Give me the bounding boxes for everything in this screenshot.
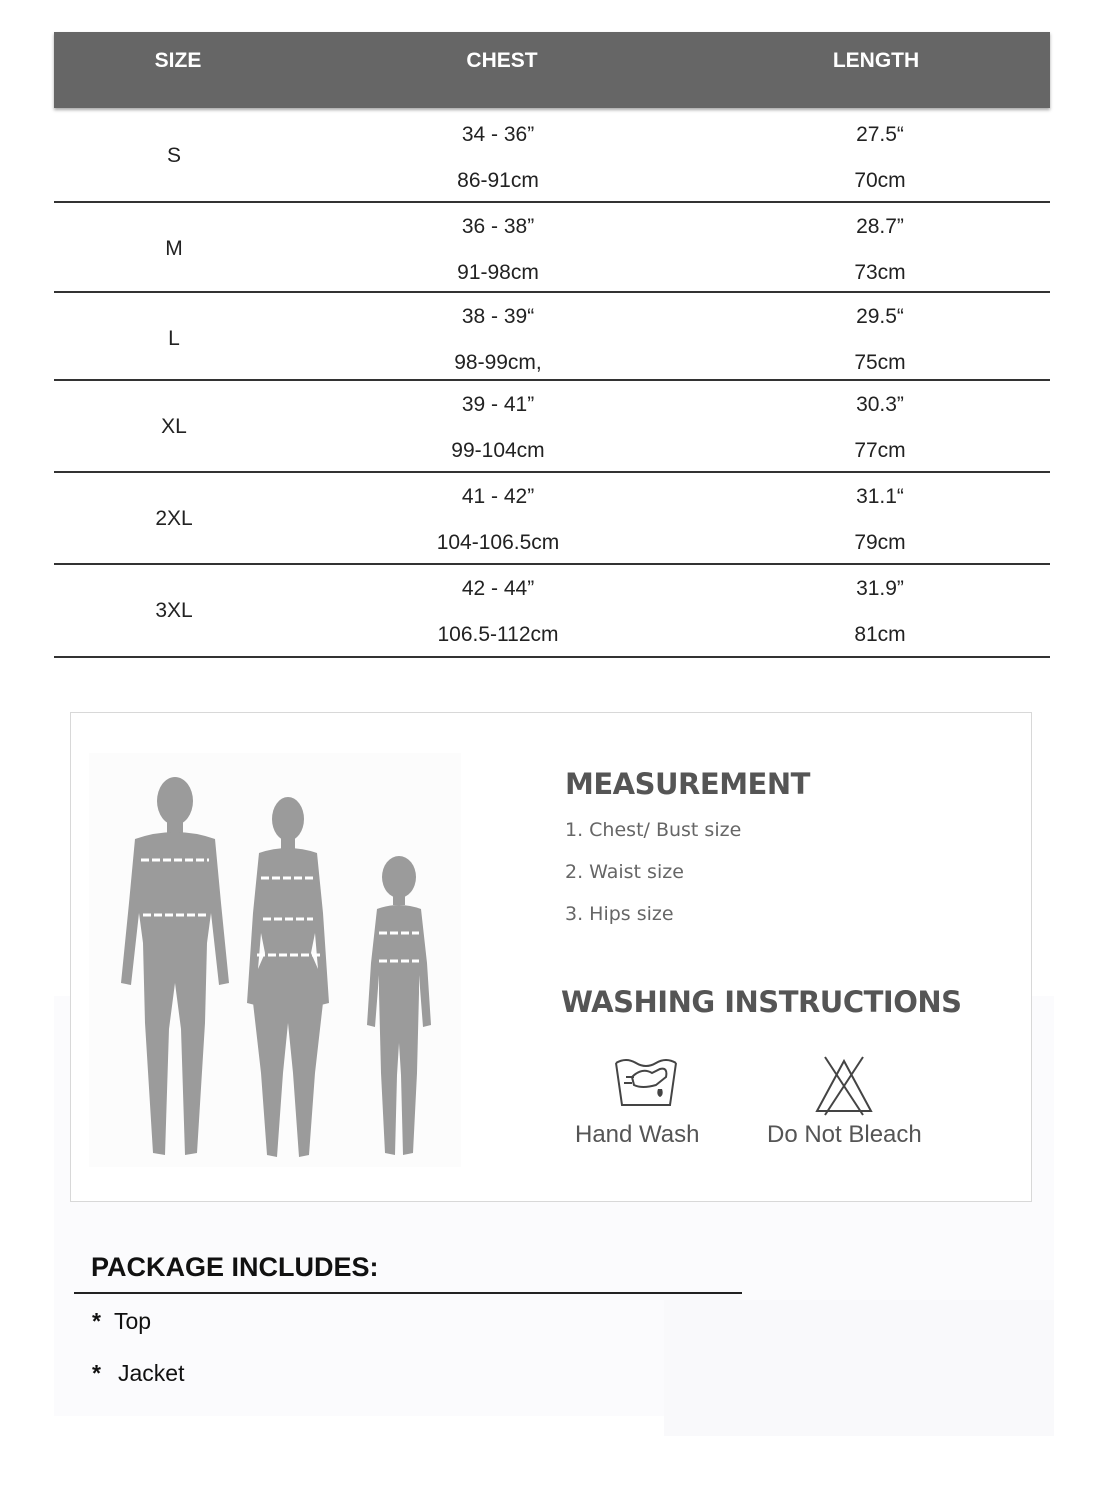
chest-cm-cell: 104-106.5cm: [436, 531, 560, 554]
chest-cm-cell: 98-99cm,: [454, 351, 542, 374]
table-header: [54, 32, 1050, 108]
package-item-label: Top: [114, 1308, 152, 1334]
length-inches-cell: 30.3”: [856, 393, 904, 416]
size-cell: 2XL: [155, 507, 193, 530]
table-row: [54, 565, 1050, 658]
length-cm-cell: 73cm: [854, 261, 906, 284]
chest-cm-cell: 86-91cm: [457, 169, 539, 192]
washing-instructions-heading: WASHING INSTRUCTIONS: [561, 985, 962, 1019]
chest-inches-cell: 41 - 42”: [461, 485, 535, 508]
chest-cm-cell: 106.5-112cm: [437, 623, 559, 646]
size-cell: XL: [161, 415, 187, 438]
background-block: [664, 1300, 1054, 1436]
column-header-size: SIZE: [154, 49, 202, 72]
size-cell: 3XL: [155, 599, 193, 622]
size-cell: S: [166, 144, 181, 167]
length-inches-cell: 27.5“: [856, 123, 904, 146]
measurement-item: 3. Hips size: [565, 903, 674, 925]
length-inches-cell: 29.5“: [856, 305, 904, 328]
body-silhouettes-illustration: [89, 753, 461, 1167]
measurement-item: 1. Chest/ Bust size: [565, 819, 742, 841]
length-cm-cell: 75cm: [854, 351, 906, 374]
column-header-chest: CHEST: [466, 49, 538, 72]
table-row: [54, 473, 1050, 565]
chest-inches-cell: 42 - 44”: [461, 577, 535, 600]
chest-cm-cell: 99-104cm: [451, 439, 545, 462]
chest-inches-cell: 39 - 41”: [461, 393, 535, 416]
length-inches-cell: 31.1“: [856, 485, 904, 508]
length-cm-cell: 81cm: [854, 623, 906, 646]
package-item-label: Jacket: [118, 1360, 185, 1386]
length-cm-cell: 79cm: [854, 531, 906, 554]
chest-inches-cell: 34 - 36”: [461, 123, 535, 146]
size-cell: L: [168, 327, 180, 350]
chest-inches-cell: 36 - 38”: [461, 215, 535, 238]
chest-inches-cell: 38 - 39“: [461, 305, 535, 328]
hand-wash-label: Hand Wash: [575, 1121, 700, 1148]
table-row: [54, 108, 1050, 203]
do-not-bleach-icon: [813, 1055, 875, 1117]
measurement-heading: MEASUREMENT: [565, 767, 810, 801]
man-silhouette: [121, 777, 229, 1155]
table-row: [54, 203, 1050, 293]
size-chart-table: [54, 32, 1050, 658]
bullet: *: [92, 1308, 101, 1334]
table-row: [54, 381, 1050, 473]
length-cm-cell: 77cm: [854, 439, 906, 462]
length-inches-cell: 31.9”: [856, 577, 904, 600]
length-inches-cell: 28.7”: [856, 215, 904, 238]
woman-silhouette: [247, 797, 329, 1157]
package-includes-heading: PACKAGE INCLUDES:: [91, 1252, 379, 1282]
hand-wash-icon: [612, 1055, 680, 1111]
chest-cm-cell: 91-98cm: [457, 261, 539, 284]
child-silhouette: [367, 856, 431, 1155]
measurement-item: 2. Waist size: [565, 861, 684, 883]
package-item: [92, 1308, 151, 1335]
do-not-bleach-label: Do Not Bleach: [767, 1121, 922, 1148]
column-header-length: LENGTH: [832, 49, 920, 72]
size-cell: M: [165, 237, 183, 260]
measurement-panel: [70, 712, 1032, 1202]
package-item: [92, 1360, 184, 1387]
bullet: *: [92, 1360, 101, 1386]
divider: [74, 1292, 742, 1294]
length-cm-cell: 70cm: [854, 169, 906, 192]
table-row: [54, 293, 1050, 381]
